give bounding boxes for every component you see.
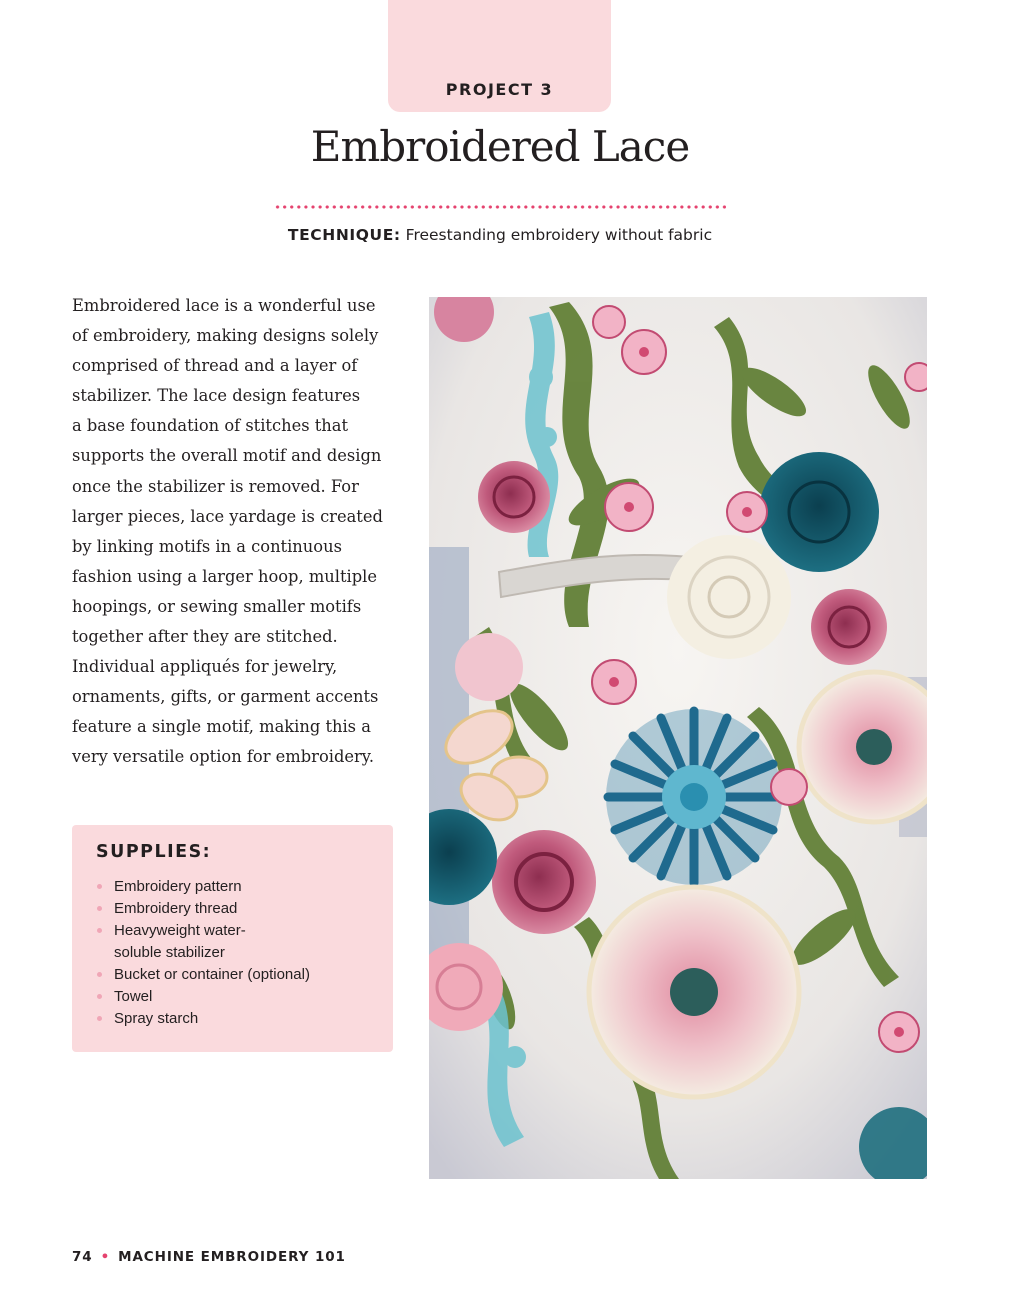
dotted-divider — [274, 205, 726, 209]
body-line: supports the overall motif and design — [72, 446, 382, 466]
body-line: very versatile option for embroidery. — [72, 747, 374, 767]
body-line: stabilizer. The lace design features — [72, 386, 361, 406]
supply-item — [96, 920, 310, 964]
body-line: comprised of thread and a layer of — [72, 356, 358, 376]
supply-item: Embroidery thread — [96, 898, 310, 920]
supplies-heading: SUPPLIES: — [96, 842, 212, 862]
body-line: feature a single motif, making this a — [72, 717, 371, 737]
supply-item: Towel — [96, 986, 310, 1008]
body-line: Individual appliqués for jewelry, — [72, 657, 338, 677]
supplies-box — [72, 825, 393, 1052]
intro-paragraph — [72, 291, 392, 773]
page-number: 74 — [72, 1249, 93, 1265]
book-title: MACHINE EMBROIDERY 101 — [118, 1249, 346, 1265]
supply-item: Spray starch — [96, 1008, 310, 1030]
page-title: Embroidered Lace — [310, 122, 690, 171]
body-line: larger pieces, lace yardage is created — [72, 506, 383, 526]
project-label: PROJECT 3 — [445, 80, 554, 99]
supply-item-line: soluble stabilizer — [114, 944, 225, 961]
technique-line — [0, 226, 1000, 244]
body-line: of embroidery, making designs solely — [72, 326, 379, 346]
body-line: once the stabilizer is removed. For — [72, 476, 359, 496]
body-line: a base foundation of stitches that — [72, 416, 349, 436]
footer-separator: • — [100, 1249, 111, 1265]
page-footer — [72, 1249, 346, 1265]
embroidered-lace-photo — [429, 297, 927, 1179]
body-line: fashion using a larger hoop, multiple — [72, 566, 377, 586]
body-line: ornaments, gifts, or garment accents — [72, 687, 379, 707]
body-line: by linking motifs in a continuous — [72, 536, 342, 556]
supplies-list — [96, 876, 310, 1030]
technique-value: Freestanding embroidery without fabric — [405, 226, 713, 244]
supply-item: Embroidery pattern — [96, 876, 310, 898]
body-line: hoopings, or sewing smaller motifs — [72, 596, 362, 616]
supply-item: Bucket or container (optional) — [96, 964, 310, 986]
supply-item-line: Heavyweight water- — [114, 922, 246, 939]
body-line: together after they are stitched. — [72, 627, 338, 647]
technique-label: TECHNIQUE: — [287, 226, 401, 244]
body-line: Embroidered lace is a wonderful use — [72, 296, 376, 315]
